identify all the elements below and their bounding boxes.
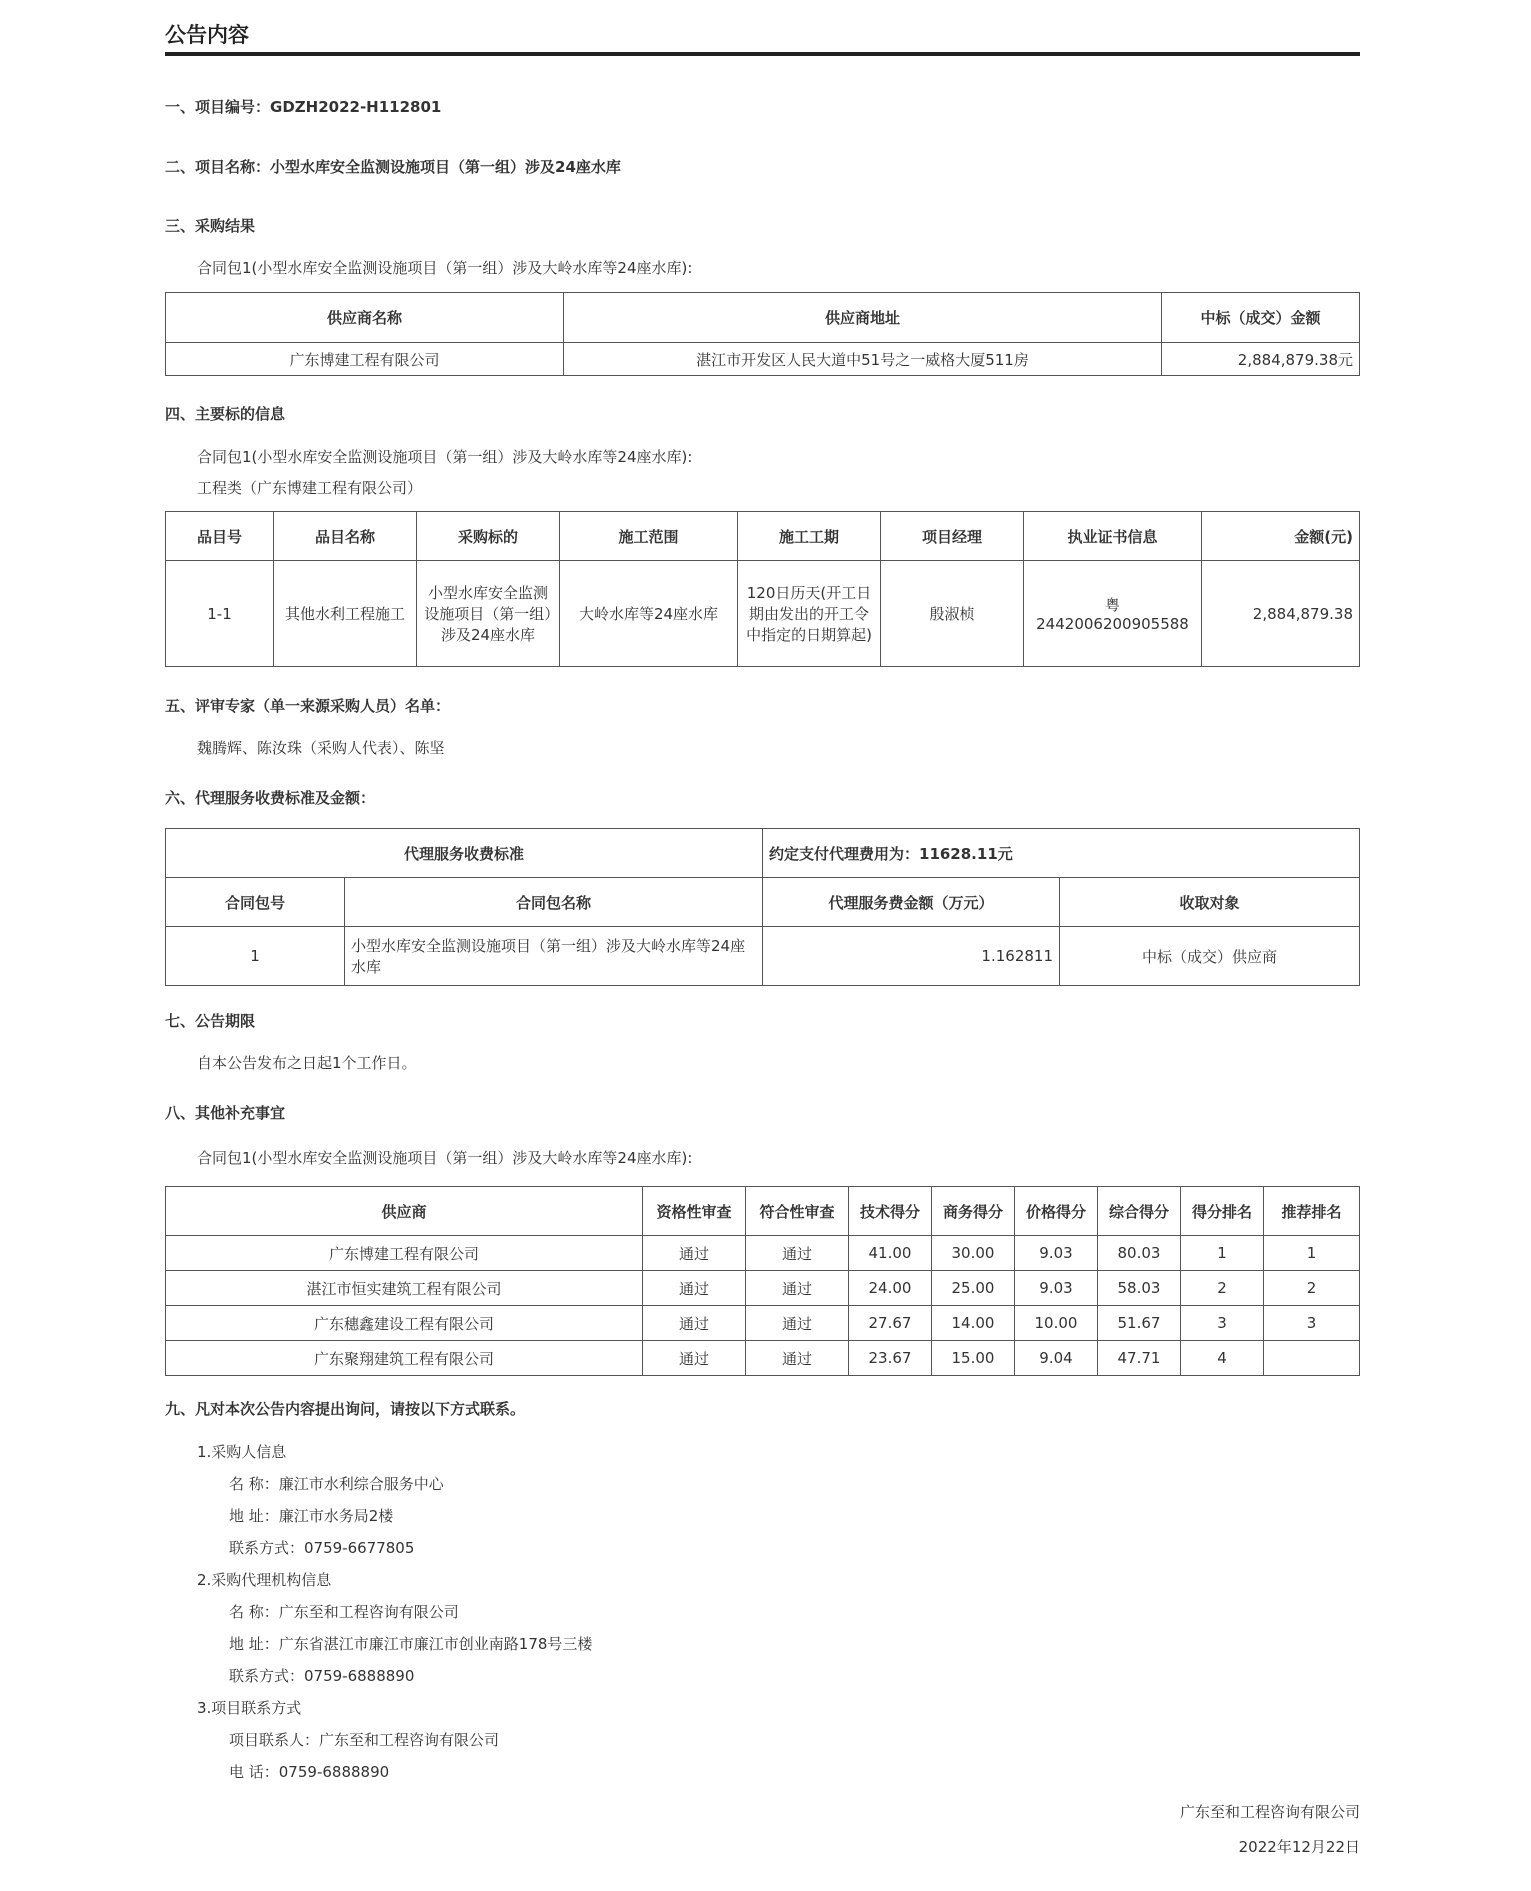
total-score-cell: 80.03 — [1098, 1236, 1181, 1271]
result-table — [165, 292, 1360, 376]
column-header: 价格得分 — [1015, 1187, 1098, 1236]
section-other-matters: 八、其他补充事宜 — [165, 1104, 286, 1122]
price-score-cell: 9.03 — [1015, 1271, 1098, 1306]
business-score-cell: 14.00 — [932, 1306, 1015, 1341]
column-header: 执业证书信息 — [1024, 512, 1202, 561]
supplier-address: 湛江市开发区人民大道中51号之一威格大厦511房 — [564, 343, 1162, 376]
total-score-cell: 58.03 — [1098, 1271, 1181, 1306]
fee-standard-label: 代理服务收费标准 — [166, 829, 763, 878]
construction-scope: 大岭水库等24座水库 — [560, 561, 738, 667]
tech-score-cell: 23.67 — [849, 1341, 932, 1376]
package-line: 合同包1(小型水库安全监测设施项目（第一组）涉及大岭水库等24座水库): — [197, 259, 693, 277]
score-rank-cell: 2 — [1181, 1271, 1264, 1306]
price-score-cell: 10.00 — [1015, 1306, 1098, 1341]
score-rank-cell: 3 — [1181, 1306, 1264, 1341]
agency-phone: 联系方式：0759-6888890 — [229, 1667, 415, 1685]
section-main-subject: 四、主要标的信息 — [165, 405, 286, 423]
column-header: 合同包名称 — [345, 878, 763, 927]
qualification-cell: 通过 — [643, 1236, 746, 1271]
table-row — [166, 1236, 1360, 1271]
certificate-info: 粤2442006200905588 — [1024, 561, 1202, 667]
score-rank-cell: 1 — [1181, 1236, 1264, 1271]
recommend-rank-cell — [1264, 1341, 1360, 1376]
section-procurement-result: 三、采购结果 — [165, 217, 256, 235]
supplier-cell: 广东聚翔建筑工程有限公司 — [166, 1341, 643, 1376]
table-header-row — [166, 512, 1360, 561]
construction-period: 120日历天(开工日期由发出的开工令中指定的日期算起) — [738, 561, 881, 667]
section-agency-fee: 六、代理服务收费标准及金额： — [165, 789, 376, 807]
package-line: 合同包1(小型水库安全监测设施项目（第一组）涉及大岭水库等24座水库): — [197, 448, 693, 466]
column-header: 收取对象 — [1060, 878, 1360, 927]
column-header: 符合性审查 — [746, 1187, 849, 1236]
bid-amount: 2,884,879.38元 — [1162, 343, 1360, 376]
buyer-info-title: 1.采购人信息 — [197, 1443, 287, 1461]
compliance-cell: 通过 — [746, 1271, 849, 1306]
tech-score-cell: 41.00 — [849, 1236, 932, 1271]
section-project-name: 二、项目名称：小型水库安全监测设施项目（第一组）涉及24座水库 — [165, 158, 621, 176]
tech-score-cell: 24.00 — [849, 1271, 932, 1306]
supplier-name: 广东博建工程有限公司 — [166, 343, 564, 376]
qualification-cell: 通过 — [643, 1271, 746, 1306]
agency-fee-table — [165, 828, 1360, 986]
column-header: 项目经理 — [881, 512, 1024, 561]
announcement-page — [165, 0, 1360, 1856]
column-header: 品目号 — [166, 512, 274, 561]
table-row — [166, 1271, 1360, 1306]
table-row — [166, 927, 1360, 986]
expert-names: 魏腾辉、陈汝珠（采购人代表）、陈坚 — [197, 739, 445, 757]
business-score-cell: 25.00 — [932, 1271, 1015, 1306]
section-contact: 九、凡对本次公告内容提出询问，请按以下方式联系。 — [165, 1400, 526, 1418]
total-score-cell: 51.67 — [1098, 1306, 1181, 1341]
project-contact-title: 3.项目联系方式 — [197, 1699, 302, 1717]
price-score-cell: 9.04 — [1015, 1341, 1098, 1376]
column-header: 技术得分 — [849, 1187, 932, 1236]
item-name: 其他水利工程施工 — [274, 561, 417, 667]
package-line: 合同包1(小型水库安全监测设施项目（第一组）涉及大岭水库等24座水库): — [197, 1149, 693, 1167]
recommend-rank-cell: 3 — [1264, 1306, 1360, 1341]
item-number: 1-1 — [166, 561, 274, 667]
recommend-rank-cell: 2 — [1264, 1271, 1360, 1306]
column-header: 合同包号 — [166, 878, 345, 927]
section-experts: 五、评审专家（单一来源采购人员）名单： — [165, 697, 451, 715]
table-header-row — [166, 293, 1360, 343]
procurement-subject: 小型水库安全监测设施项目（第一组）涉及24座水库 — [417, 561, 560, 667]
score-table — [165, 1186, 1360, 1376]
compliance-cell: 通过 — [746, 1236, 849, 1271]
business-score-cell: 15.00 — [932, 1341, 1015, 1376]
project-contact-person: 项目联系人：广东至和工程咨询有限公司 — [229, 1731, 500, 1749]
package-number: 1 — [166, 927, 345, 986]
project-manager: 殷淑桢 — [881, 561, 1024, 667]
page-title: 公告内容 — [165, 18, 1360, 56]
column-header: 品目名称 — [274, 512, 417, 561]
subject-table — [165, 511, 1360, 667]
table-row — [166, 561, 1360, 667]
notice-period-text: 自本公告发布之日起1个工作日。 — [197, 1054, 417, 1072]
column-header: 施工范围 — [560, 512, 738, 561]
column-header: 供应商名称 — [166, 293, 564, 343]
compliance-cell: 通过 — [746, 1306, 849, 1341]
supplier-cell: 广东博建工程有限公司 — [166, 1236, 643, 1271]
fee-payer: 中标（成交）供应商 — [1060, 927, 1360, 986]
column-header: 供应商地址 — [564, 293, 1162, 343]
section-notice-period: 七、公告期限 — [165, 1012, 256, 1030]
section-project-number: 一、项目编号：GDZH2022-H112801 — [165, 98, 442, 116]
table-header-row — [166, 878, 1360, 927]
column-header: 代理服务费金额（万元） — [763, 878, 1060, 927]
column-header: 金额(元) — [1202, 512, 1360, 561]
buyer-name: 名 称：廉江市水利综合服务中心 — [229, 1475, 444, 1493]
column-header: 采购标的 — [417, 512, 560, 561]
supplier-cell: 湛江市恒实建筑工程有限公司 — [166, 1271, 643, 1306]
recommend-rank-cell: 1 — [1264, 1236, 1360, 1271]
qualification-cell: 通过 — [643, 1341, 746, 1376]
business-score-cell: 30.00 — [932, 1236, 1015, 1271]
column-header: 资格性审查 — [643, 1187, 746, 1236]
footer-date: 2022年12月22日 — [1238, 1838, 1360, 1856]
table-row — [166, 829, 1360, 878]
supplier-cell: 广东穗鑫建设工程有限公司 — [166, 1306, 643, 1341]
table-row — [166, 1341, 1360, 1376]
tech-score-cell: 27.67 — [849, 1306, 932, 1341]
column-header: 商务得分 — [932, 1187, 1015, 1236]
column-header: 得分排名 — [1181, 1187, 1264, 1236]
table-row — [166, 1306, 1360, 1341]
buyer-phone: 联系方式：0759-6677805 — [229, 1539, 415, 1557]
score-rank-cell: 4 — [1181, 1341, 1264, 1376]
table-row — [166, 343, 1360, 376]
column-header: 供应商 — [166, 1187, 643, 1236]
compliance-cell: 通过 — [746, 1341, 849, 1376]
fee-standard-value: 约定支付代理费用为：11628.11元 — [763, 829, 1360, 878]
column-header: 综合得分 — [1098, 1187, 1181, 1236]
column-header: 推荐排名 — [1264, 1187, 1360, 1236]
table-header-row — [166, 1187, 1360, 1236]
amount: 2,884,879.38 — [1202, 561, 1360, 667]
qualification-cell: 通过 — [643, 1306, 746, 1341]
column-header: 中标（成交）金额 — [1162, 293, 1360, 343]
buyer-address: 地 址：廉江市水务局2楼 — [229, 1507, 394, 1525]
total-score-cell: 47.71 — [1098, 1341, 1181, 1376]
agency-name: 名 称：广东至和工程咨询有限公司 — [229, 1603, 459, 1621]
column-header: 施工工期 — [738, 512, 881, 561]
package-name: 小型水库安全监测设施项目（第一组）涉及大岭水库等24座水库 — [345, 927, 763, 986]
agency-address: 地 址：广东省湛江市廉江市廉江市创业南路178号三楼 — [229, 1635, 593, 1653]
agency-info-title: 2.采购代理机构信息 — [197, 1571, 332, 1589]
category-line: 工程类（广东博建工程有限公司） — [197, 479, 423, 497]
project-contact-phone: 电 话：0759-6888890 — [229, 1763, 390, 1781]
price-score-cell: 9.03 — [1015, 1236, 1098, 1271]
footer-company: 广东至和工程咨询有限公司 — [1179, 1803, 1360, 1821]
agency-fee-amount: 1.162811 — [763, 927, 1060, 986]
